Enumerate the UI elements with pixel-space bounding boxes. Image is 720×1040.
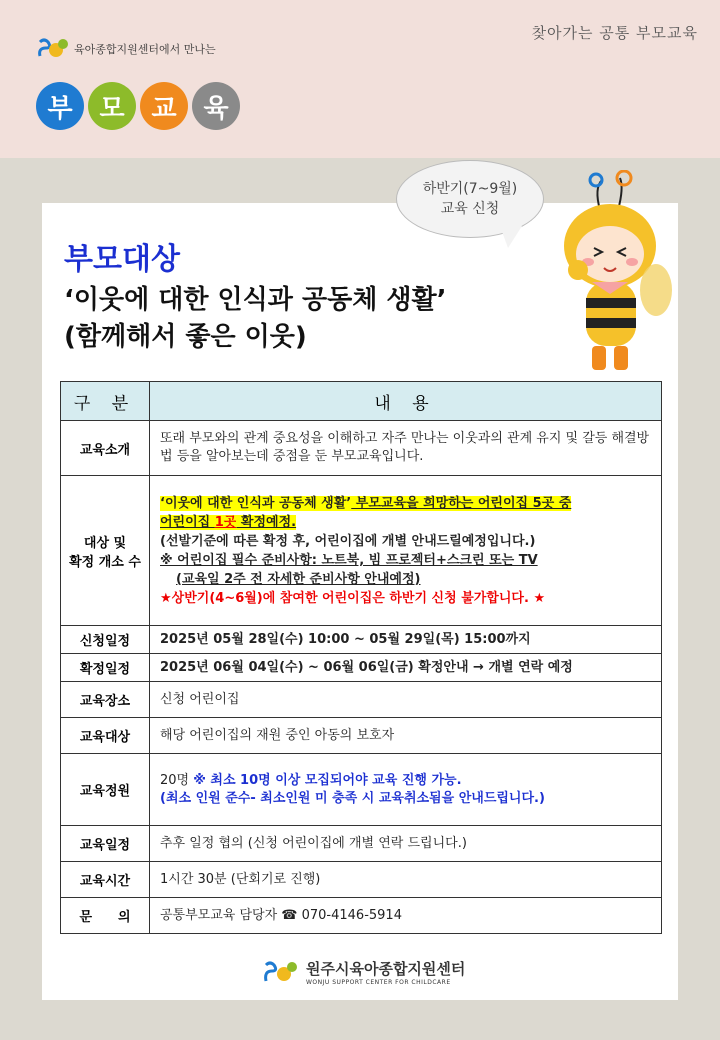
speech-bubble-tail <box>500 226 522 248</box>
row-label-intro: 교육소개 <box>61 421 150 476</box>
target-count: 1곳 <box>214 514 237 530</box>
circle-4: 육 <box>192 82 240 130</box>
bee-mascot-icon <box>548 170 676 380</box>
circle-1: 부 <box>36 82 84 130</box>
target-highlight-3: 어린이집 <box>160 514 215 530</box>
row-label-apply: 신청일정 <box>61 626 150 654</box>
title-audience: 부모대상 <box>64 242 180 277</box>
footer-logo <box>262 958 465 986</box>
row-label-target-line2: 확정 개소 수 <box>69 554 141 570</box>
target-highlight-2: 부모교육을 희망하는 어린이집 5곳 중 <box>351 495 572 511</box>
table-row <box>61 421 662 476</box>
center-logo-icon <box>36 36 70 62</box>
target-highlight-1: ‘이웃에 대한 인식과 공동체 생활’ <box>160 495 352 511</box>
footer-logo-icon <box>262 959 300 985</box>
target-line4: ※ 어린이집 필수 준비사항: 노트북, 빔 프로젝터+스크린 또는 TV <box>160 552 538 568</box>
table-row <box>61 826 662 862</box>
footer-center-english: WONJU SUPPORT CENTER FOR CHILDCARE <box>306 979 451 986</box>
center-logo <box>36 36 216 62</box>
table-header-row <box>61 382 662 421</box>
row-value-contact: 공통부모교육 담당자 ☎ 070-4146-5914 <box>150 898 662 934</box>
footer-center-name: 원주시육아종합지원센터 <box>306 960 466 978</box>
row-label-time: 교육시간 <box>61 862 150 898</box>
row-label-audience: 교육대상 <box>61 718 150 754</box>
table-row <box>61 754 662 826</box>
logo-subtitle: 육아종합지원센터에서 만나는 <box>74 43 216 56</box>
info-table <box>60 381 662 934</box>
table-row <box>61 654 662 682</box>
title-main: ‘이웃에 대한 인식과 공동체 생활’ <box>64 285 447 315</box>
table-row <box>61 626 662 654</box>
target-highlight-4: 확정예정. <box>236 514 297 530</box>
row-value-target <box>150 476 662 626</box>
row-label-target-line1: 대상 및 <box>83 535 127 551</box>
row-label-capacity: 교육정원 <box>61 754 150 826</box>
row-value-audience: 해당 어린이집의 재원 중인 아동의 보호자 <box>150 718 662 754</box>
bubble-line1: 하반기(7~9월) <box>422 181 518 197</box>
capacity-count: 20명 <box>160 772 194 788</box>
row-label-place: 교육장소 <box>61 682 150 718</box>
row-value-intro: 또래 부모와의 관계 중요성을 이해하고 자주 만나는 이웃과의 관계 유지 및 갈등 해결방법 등을 알아보는데 중점을 둔 부모교육입니다. <box>150 421 662 476</box>
header-tagline: 찾아가는 공통 부모교육 <box>531 24 698 42</box>
target-line6: ★상반기(4~6월)에 참여한 어린이집은 하반기 신청 불가합니다. ★ <box>160 590 546 606</box>
header-category: 구 분 <box>61 382 150 421</box>
table-row <box>61 898 662 934</box>
target-line1 <box>160 494 651 513</box>
capacity-note: ※ 최소 10명 이상 모집되어야 교육 진행 가능. <box>193 772 462 788</box>
circle-2: 모 <box>88 82 136 130</box>
row-value-time: 1시간 30분 (단회기로 진행) <box>150 862 662 898</box>
row-value-apply: 2025년 05월 28일(수) 10:00 ~ 05월 29일(목) 15:00까지 <box>150 626 662 654</box>
row-label-confirm: 확정일정 <box>61 654 150 682</box>
table-row <box>61 862 662 898</box>
row-label-date: 교육일정 <box>61 826 150 862</box>
table-row <box>61 718 662 754</box>
row-value-confirm: 2025년 06월 04일(수) ~ 06월 06일(금) 확정안내 → 개별 연락 예정 <box>150 654 662 682</box>
circle-3: 교 <box>140 82 188 130</box>
row-label-target <box>61 476 150 626</box>
target-line5: (교육일 2주 전 자세한 준비사항 안내예정) <box>176 571 421 587</box>
footer-text <box>306 958 465 986</box>
row-value-place: 신청 어린이집 <box>150 682 662 718</box>
capacity-line1 <box>160 772 651 790</box>
title-circles <box>36 82 240 130</box>
target-line3: (선발기준에 따른 확정 후, 어린이집에 개별 안내드릴예정입니다.) <box>160 533 536 549</box>
title-sub: (함께해서 좋은 이웃) <box>64 322 307 352</box>
header-content: 내 용 <box>150 382 662 421</box>
row-value-capacity <box>150 754 662 826</box>
table-row <box>61 682 662 718</box>
table-row <box>61 476 662 626</box>
row-label-contact: 문 의 <box>61 898 150 934</box>
target-line2 <box>160 513 651 532</box>
capacity-line2: (최소 인원 준수- 최소인원 미 충족 시 교육취소됨을 안내드립니다.) <box>160 790 545 806</box>
bubble-line2: 교육 신청 <box>440 201 500 217</box>
row-value-date: 추후 일정 협의 (신청 어린이집에 개별 연락 드립니다.) <box>150 826 662 862</box>
